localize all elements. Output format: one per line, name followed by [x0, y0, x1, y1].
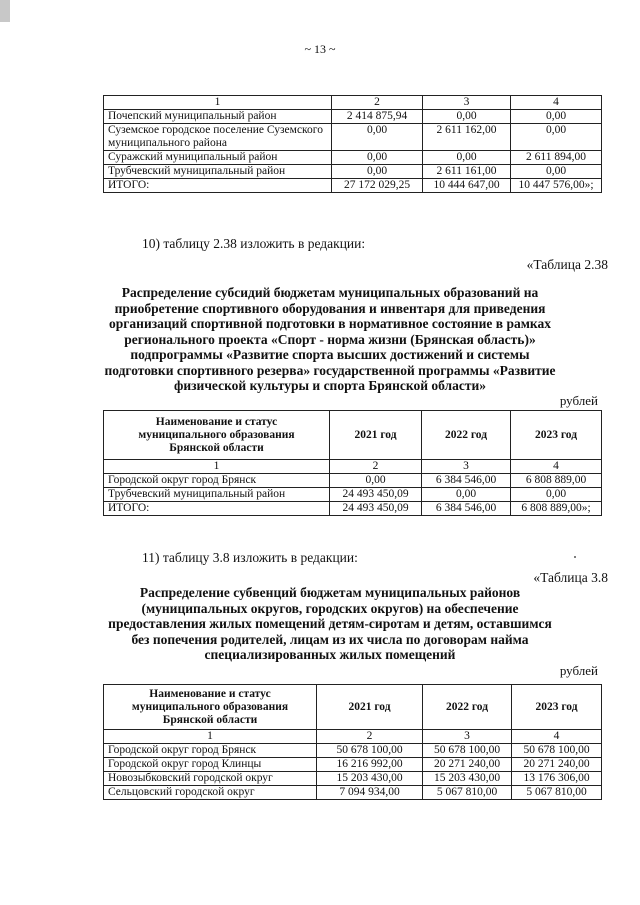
- total-2022: 10 444 647,00: [423, 179, 511, 193]
- item-11-text: 11) таблицу 3.8 изложить в редакции:: [142, 550, 358, 565]
- table-2-38: [103, 410, 602, 516]
- value-2021: 0,00: [330, 474, 422, 488]
- value-2022: 2 611 161,00: [423, 165, 511, 179]
- col-index: 4: [511, 460, 602, 474]
- col-index: 1: [104, 730, 317, 744]
- value-2023: 0,00: [511, 110, 602, 124]
- header-2021: 2021 год: [317, 685, 423, 730]
- value-2022: 50 678 100,00: [423, 744, 512, 758]
- municipality-name: Почепский муниципальный район: [104, 110, 332, 124]
- col-index: 1: [104, 460, 330, 474]
- value-2022: 20 271 240,00: [423, 758, 512, 772]
- header-2022: 2022 год: [423, 685, 512, 730]
- total-2021: 24 493 450,09: [330, 502, 422, 516]
- table-row: [104, 165, 602, 179]
- table-index-row: [104, 730, 602, 744]
- value-2021: 15 203 430,00: [317, 772, 423, 786]
- municipality-name: Городской округ город Клинцы: [104, 758, 317, 772]
- scan-edge-mark: [0, 0, 10, 22]
- col-index: 4: [511, 96, 602, 110]
- table-header-row: [104, 685, 602, 730]
- value-2021: 0,00: [332, 151, 423, 165]
- table-row: [104, 786, 602, 800]
- col-index: 3: [422, 460, 511, 474]
- table-row: [104, 474, 602, 488]
- municipality-name: Сельцовский городской округ: [104, 786, 317, 800]
- header-2023: 2023 год: [511, 411, 602, 460]
- municipality-name: Трубчевский муниципальный район: [104, 165, 332, 179]
- col-index: 3: [423, 730, 512, 744]
- table-header-row: [104, 411, 602, 460]
- unit-label: рублей: [559, 663, 598, 678]
- table-row: [104, 772, 602, 786]
- scan-speck: [574, 556, 576, 558]
- value-2021: 7 094 934,00: [317, 786, 423, 800]
- col-index: 2: [317, 730, 423, 744]
- value-2023: 50 678 100,00: [512, 744, 602, 758]
- header-name: Наименование и статус муниципального образования Брянской области: [104, 411, 330, 460]
- table-total-row: [104, 502, 602, 516]
- col-index: 4: [512, 730, 602, 744]
- total-label: ИТОГО:: [104, 179, 332, 193]
- value-2022: 0,00: [423, 110, 511, 124]
- table-row: [104, 124, 602, 151]
- value-2022: 15 203 430,00: [423, 772, 512, 786]
- table-row: [104, 744, 602, 758]
- header-name: Наименование и статус муниципального образования Брянской области: [104, 685, 317, 730]
- table-row: [104, 488, 602, 502]
- table-row: [104, 110, 602, 124]
- value-2022: 6 384 546,00: [422, 474, 511, 488]
- value-2022: 2 611 162,00: [423, 124, 511, 151]
- value-2023: 0,00: [511, 488, 602, 502]
- municipality-name: Городской округ город Брянск: [104, 474, 330, 488]
- col-index: 2: [332, 96, 423, 110]
- header-2022: 2022 год: [422, 411, 511, 460]
- value-2023: 20 271 240,00: [512, 758, 602, 772]
- value-2021: 16 216 992,00: [317, 758, 423, 772]
- value-2021: 50 678 100,00: [317, 744, 423, 758]
- table-3-8-label: «Таблица 3.8: [533, 570, 608, 585]
- page-number: ~ 13 ~: [304, 42, 336, 56]
- value-2023: 13 176 306,00: [512, 772, 602, 786]
- value-2021: 24 493 450,09: [330, 488, 422, 502]
- value-2023: 2 611 894,00: [511, 151, 602, 165]
- value-2021: 0,00: [332, 165, 423, 179]
- total-label: ИТОГО:: [104, 502, 330, 516]
- total-2021: 27 172 029,25: [332, 179, 423, 193]
- value-2022: 0,00: [422, 488, 511, 502]
- table-index-row: [104, 460, 602, 474]
- item-10-text: 10) таблицу 2.38 изложить в редакции:: [142, 236, 366, 251]
- value-2023: 0,00: [511, 165, 602, 179]
- total-2022: 6 384 546,00: [422, 502, 511, 516]
- value-2023: 0,00: [511, 124, 602, 151]
- header-2021: 2021 год: [330, 411, 422, 460]
- table-row: [104, 151, 602, 165]
- unit-label: рублей: [559, 393, 598, 408]
- value-2022: 0,00: [423, 151, 511, 165]
- table-2-38-label: «Таблица 2.38: [526, 257, 608, 272]
- value-2023: 6 808 889,00: [511, 474, 602, 488]
- municipality-name: Городской округ город Брянск: [104, 744, 317, 758]
- table-row: [104, 758, 602, 772]
- table-2-38-title: Распределение субсидий бюджетам муниципальных образований на приобретение спортивного оборудования и инвентаря для приведения организаций спортивной подготовки в нормативное состояние в рамках регионального проекта «Спорт - норма жизни (Брянская область)» подпрограммы «Развитие спорта высших достижений и системы подготовки спортивного резерва» государственной программы «Развитие физической культуры и спорта Брянской области»: [104, 285, 556, 393]
- value-2022: 5 067 810,00: [423, 786, 512, 800]
- col-index: 1: [104, 96, 332, 110]
- total-2023: 6 808 889,00»;: [511, 502, 602, 516]
- col-index: 2: [330, 460, 422, 474]
- municipality-name: Трубчевский муниципальный район: [104, 488, 330, 502]
- municipality-name: Суземское городское поселение Суземского муниципального района: [104, 124, 332, 151]
- municipality-name: Новозыбковский городской округ: [104, 772, 317, 786]
- header-2023: 2023 год: [512, 685, 602, 730]
- table-3-8: [103, 684, 602, 800]
- table-total-row: [104, 179, 602, 193]
- col-index: 3: [423, 96, 511, 110]
- table-index-row: [104, 96, 602, 110]
- municipality-name: Суражский муниципальный район: [104, 151, 332, 165]
- total-2023: 10 447 576,00»;: [511, 179, 602, 193]
- table-continuation: [103, 95, 602, 193]
- value-2021: 0,00: [332, 124, 423, 151]
- value-2023: 5 067 810,00: [512, 786, 602, 800]
- value-2021: 2 414 875,94: [332, 110, 423, 124]
- table-3-8-title: Распределение субвенций бюджетам муниципальных районов (муниципальных округов, городских округов) на обеспечение предоставления жилых помещений детям-сиротам и детям, оставшимся без попечения родителей, лицам из их числа по договорам найма специализированных жилых помещений: [108, 585, 552, 662]
